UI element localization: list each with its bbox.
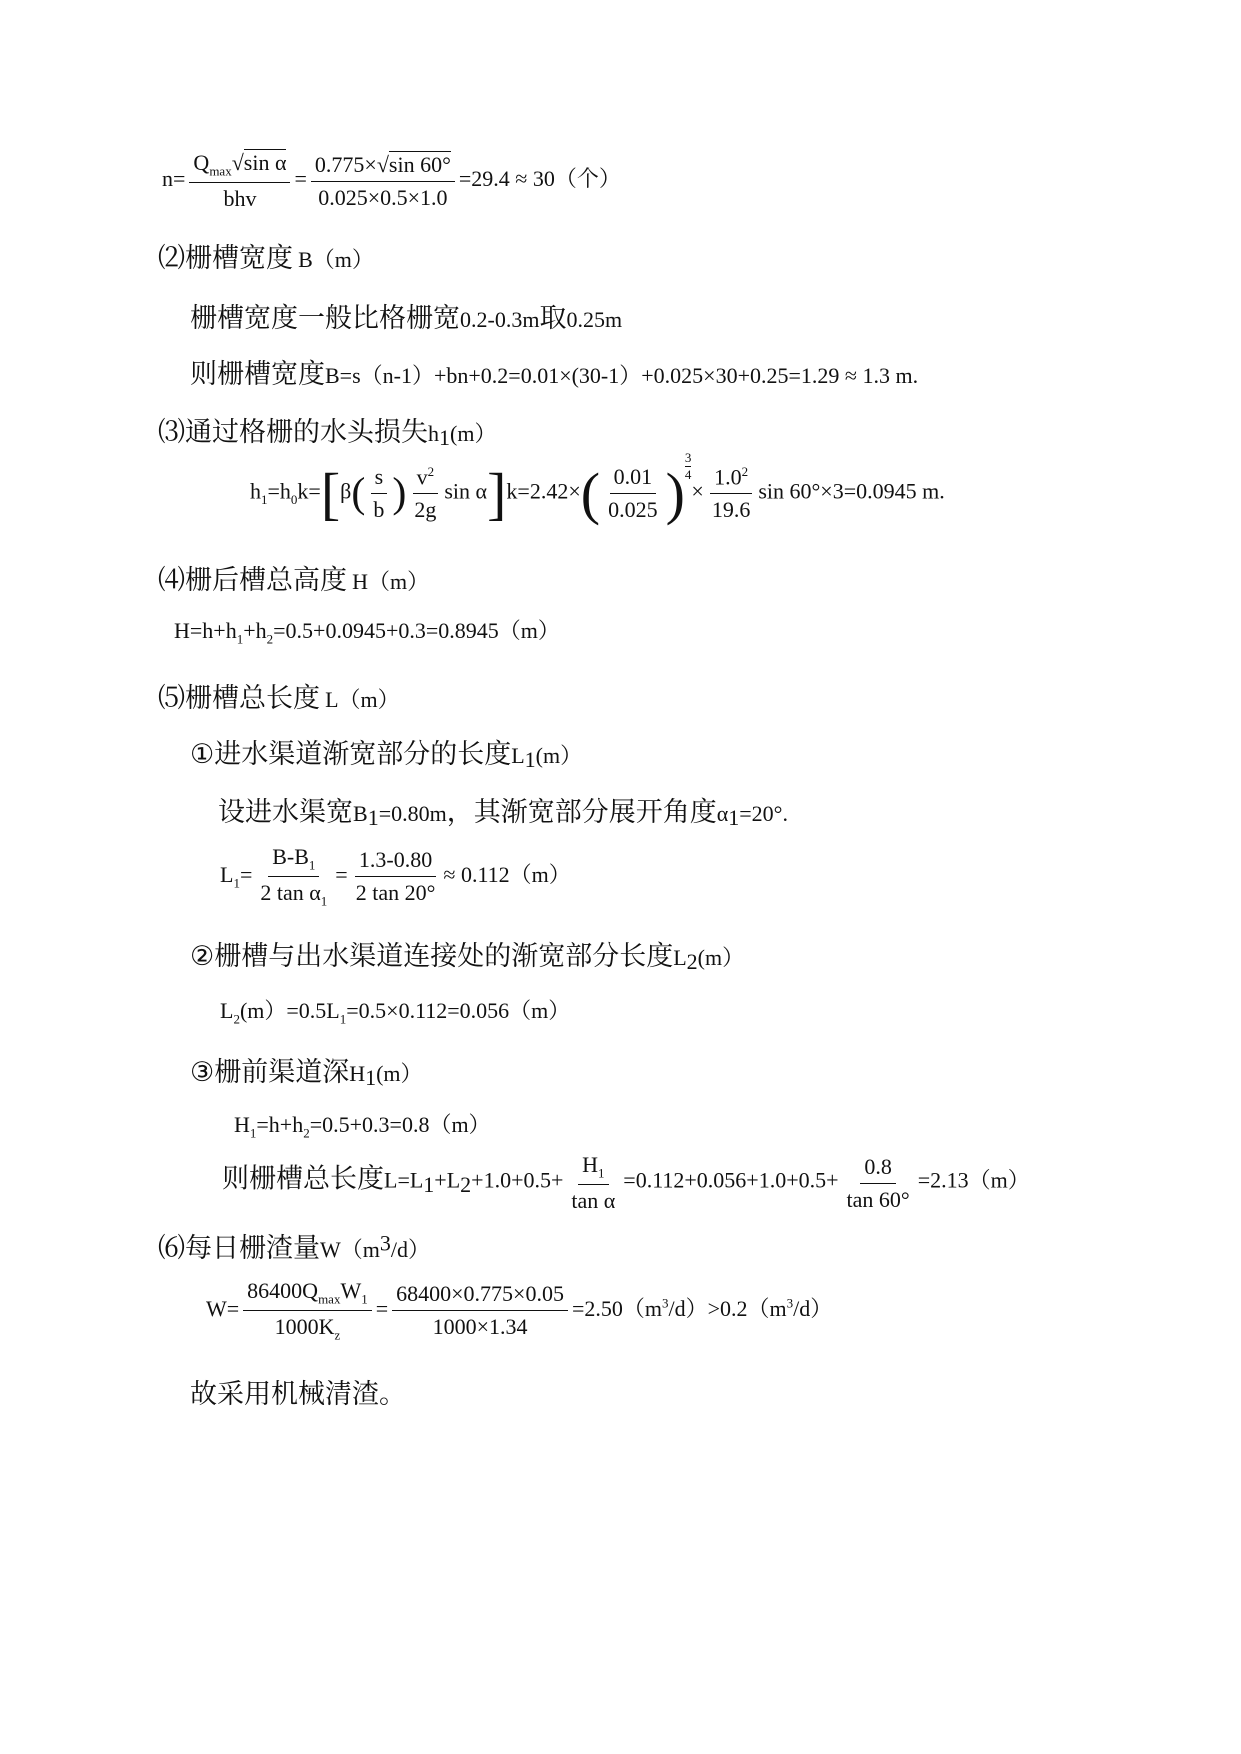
equals-2: = [335, 861, 348, 887]
section-title-tail: /d） [390, 1237, 431, 1262]
den-sub: z [334, 1327, 341, 1343]
result-sup-2: 3 [786, 1295, 794, 1311]
section-4-title [158, 558, 429, 597]
fraction-1-19 [708, 464, 755, 523]
subsection-math: L [511, 743, 525, 768]
paren-left-2: ( [580, 461, 601, 526]
section-2-title [158, 236, 374, 275]
s-text: s [371, 464, 388, 494]
result-text-1: =2.50（m [571, 1295, 662, 1321]
g-text: 2g [414, 497, 437, 523]
f-den: 19.6 [711, 497, 751, 523]
result-text: sin 60°×3=0.0945 m. [758, 478, 945, 504]
section-3-title [158, 410, 496, 451]
k-value: k=2.42× [506, 478, 581, 504]
subsection-tail: (m） [376, 1061, 423, 1086]
subsection-title-cn: ②栅槽与出水渠道连接处的渐宽部分长度 [190, 941, 674, 972]
v-text: v [416, 464, 428, 490]
subsection-sub: 1 [524, 747, 536, 773]
conclusion-text: 故采用机械清渣。 [190, 1379, 406, 1410]
q-text: Q [193, 150, 210, 175]
num-text-2: 0.8 [860, 1154, 896, 1184]
eq-mid: =h+h [256, 1112, 304, 1137]
eq-lhs: n= [162, 166, 186, 192]
result-text: =29.4 ≈ 30（个） [458, 166, 621, 192]
subsection-sub: 2 [686, 949, 698, 975]
subsection-title-cn: ①进水渠道渐宽部分的长度 [190, 739, 512, 770]
root-text: sin α [243, 150, 287, 175]
section-2-line-2 [190, 352, 918, 391]
ratio-den: 0.025 [608, 497, 658, 522]
equation-h1 [250, 450, 945, 527]
paren-left: ( [351, 470, 366, 517]
num-text-b: W [340, 1278, 362, 1303]
equals: = [375, 1295, 389, 1321]
subsection-3-title [190, 1050, 423, 1091]
section-title-cn: ⑷栅后槽总高度 [158, 565, 347, 596]
bracket-right: ] [487, 461, 507, 526]
fraction-qmax: $\frac{Q_{max}√\sin \alpha}{\text{bhv}}$ [189, 150, 290, 212]
line-math: B=s（n-1）+bn+0.2=0.01×(30-1）+0.025×30+0.25=1.29 ≈ 1.3 m. [325, 363, 919, 388]
eq-sub-2: 1 [339, 1011, 347, 1027]
equation-L-total [222, 1152, 1030, 1214]
result-text-3: /d） [793, 1295, 833, 1321]
line-cn: 设进水渠宽 [218, 797, 353, 828]
equation-n [162, 150, 621, 212]
ratio-num: 0.01 [610, 464, 657, 494]
section-title-math: H（m） [352, 569, 430, 594]
den-text: 2 tan α [260, 880, 321, 906]
section-6-title [158, 1226, 430, 1265]
line-cn: 则栅槽总长度 [222, 1163, 384, 1195]
den-text-2: 0.025×0.5×1.0 [318, 184, 448, 210]
section-title-cn: ⑵栅槽宽度 [158, 243, 293, 274]
eq-lhs-sub: 1 [233, 875, 240, 891]
equation-H [174, 614, 560, 647]
den-sub: 1 [320, 893, 328, 909]
eq-lhs: W= [206, 1295, 240, 1321]
eq-sub-2: 2 [303, 1125, 310, 1141]
max-sub: max [209, 163, 232, 179]
fraction-ratio [604, 464, 662, 523]
equals: = [239, 861, 253, 887]
section-title-sup: 3 [379, 1230, 391, 1256]
eq-mid-sub: 0 [290, 491, 298, 507]
f-num: 1.0 [714, 464, 742, 490]
subsection-title-cn: ③栅前渠道深 [190, 1057, 350, 1088]
section-2-line-1 [190, 296, 622, 335]
line-cn: 则栅槽宽度 [190, 359, 325, 390]
eq-k: k= [297, 478, 321, 504]
eq-mid-3: =0.112+0.056+1.0+0.5+ [623, 1167, 839, 1193]
line-tail: =20°. [739, 801, 788, 826]
num-text: 0.775× [314, 151, 377, 177]
paren-right: ) [392, 470, 407, 517]
exp-num: 3 [684, 450, 692, 465]
den-text: bhv [223, 186, 257, 212]
equation-L2 [220, 994, 570, 1027]
paren-right-2: ) [665, 461, 685, 526]
num-text-2: 1.3-0.80 [355, 847, 436, 877]
fraction-v2 [410, 464, 440, 523]
subsection-tail: (m） [535, 743, 583, 768]
eq-tail: =0.5+0.0945+0.3=0.8945（m） [273, 618, 560, 643]
num-text: B-B [272, 844, 309, 869]
subsection-sub: 1 [365, 1065, 377, 1091]
sub-1: 1 [236, 631, 244, 647]
num-sub-2: 1 [361, 1291, 368, 1307]
num-sub: 1 [598, 1165, 605, 1181]
eq-lhs: H=h+h [174, 618, 237, 643]
eq-tail: =0.5×0.112=0.056（m） [346, 998, 571, 1023]
alpha-symbol: α [716, 801, 729, 826]
result-text: ≈ 0.112（m） [443, 861, 571, 887]
section-title-cn: ⑸栅槽总长度 [158, 683, 320, 714]
eq-sub: 1 [249, 1125, 257, 1141]
v-sup: 2 [427, 463, 435, 479]
fraction-numeric [392, 1281, 568, 1340]
subsection-2-title [190, 934, 744, 975]
num-sub: max [318, 1291, 341, 1307]
bracket-left: [ [320, 461, 341, 526]
sub-1: 1 [423, 1171, 435, 1197]
subscript: 1 [439, 425, 450, 451]
fraction-b-b1 [256, 844, 331, 910]
line-math: B [353, 801, 368, 826]
b-text: b [373, 497, 385, 522]
section-5-title [158, 676, 400, 715]
section-title-math: L（m） [325, 687, 400, 712]
den-text: tan α [571, 1188, 616, 1214]
num-text-2: 68400×0.775×0.05 [392, 1281, 568, 1311]
eq-lhs: L [220, 998, 234, 1023]
result-sup-1: 3 [662, 1295, 669, 1311]
num-sub: 1 [308, 857, 316, 873]
subsection-tail: (m） [697, 945, 745, 970]
section-title-cn: ⑶通过格栅的水头损失 [158, 417, 428, 448]
fraction-86400 [243, 1278, 372, 1344]
equals: = [294, 166, 307, 192]
fraction-numeric: $\frac{0.775\times√\sin 60^\circ}{0.025\times 0.5\times 1.0}$ [311, 152, 455, 211]
equation-H1 [234, 1108, 491, 1141]
equation-W [206, 1278, 832, 1344]
fraction-s-b [369, 464, 388, 523]
line-cn: 栅槽宽度一般比格栅宽 [190, 303, 460, 334]
alpha-sub: 1 [728, 805, 740, 831]
section-title-math: W（m [320, 1237, 380, 1262]
eq-lhs: H [234, 1112, 250, 1137]
num-text: H [582, 1152, 599, 1177]
eq-tail: =0.5+0.3=0.8（m） [309, 1112, 491, 1137]
sub-2: 2 [266, 631, 274, 647]
den-text-2: tan 60° [846, 1186, 910, 1212]
equation-L1 [220, 844, 571, 910]
eq-mid-2: +1.0+0.5+ [471, 1167, 564, 1193]
line-sub: 1 [367, 805, 379, 831]
f-num-sup: 2 [741, 463, 749, 479]
result-text: =2.13（m） [917, 1167, 1030, 1193]
line-cn-2: ，其渐宽部分展开角度 [446, 797, 717, 828]
subsection-1-title [190, 732, 582, 773]
den-text: 1000K [274, 1314, 335, 1340]
eq-lhs: L [220, 861, 234, 887]
subsection-math: H [349, 1061, 366, 1086]
eq-lhs: L=L [384, 1167, 424, 1193]
line-math-b: =0.80m [378, 801, 447, 826]
den-text-2: 1000×1.34 [432, 1314, 528, 1340]
fraction-h1-tan [567, 1152, 619, 1214]
num-text: 86400Q [247, 1278, 319, 1303]
section-title-tail: (m） [450, 421, 497, 446]
section-title-cn: ⑹每日栅渣量 [158, 1233, 320, 1264]
line-math: 0.2-0.3m [460, 307, 540, 332]
fraction-08-tan60 [843, 1154, 914, 1213]
root-text-2: sin 60° [388, 151, 451, 177]
eq-lhs-sub: 1 [261, 491, 268, 507]
subsection-1-line [218, 790, 788, 831]
line-math-2: 0.25m [566, 307, 623, 332]
fraction-numeric [352, 847, 440, 906]
eq-mid: +L [434, 1167, 461, 1193]
eq-sub: 2 [233, 1011, 240, 1027]
eq-mid: +h [243, 618, 267, 643]
eq-lhs: h [250, 478, 261, 504]
eq-mid: (m）=0.5L [239, 998, 340, 1023]
line-cn-2: 取 [539, 303, 567, 334]
subsection-math: L [673, 945, 687, 970]
exp-den: 4 [684, 467, 692, 482]
beta-symbol: β [340, 478, 352, 504]
sub-2: 2 [460, 1171, 472, 1197]
section-title-math: B（m） [298, 247, 374, 272]
eq-mid: =h [267, 478, 291, 504]
times-sign: × [691, 478, 704, 504]
result-text-2: /d）>0.2（m [668, 1295, 787, 1321]
sin-alpha: sin α [444, 478, 488, 504]
section-title-math: h [428, 421, 439, 446]
den-text-2: 2 tan 20° [355, 880, 436, 906]
